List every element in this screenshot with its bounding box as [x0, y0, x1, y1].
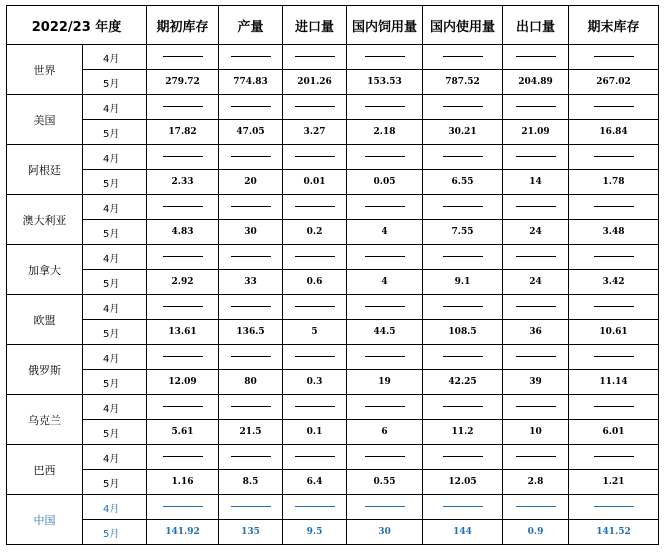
empty-value-cell [423, 195, 503, 220]
dash-mark [594, 456, 634, 457]
col-header-opening-stock: 期初库存 [147, 6, 219, 45]
empty-value-cell [283, 95, 347, 120]
dash-mark [516, 56, 556, 57]
month-cell: 5月 [83, 520, 147, 545]
empty-value-cell [147, 45, 219, 70]
dash-mark [365, 256, 405, 257]
country-cell: 乌克兰 [7, 395, 83, 445]
month-cell: 4月 [83, 395, 147, 420]
month-cell: 4月 [83, 195, 147, 220]
empty-value-cell [283, 345, 347, 370]
value-cell: 44.5 [347, 320, 423, 345]
col-header-exports: 出口量 [503, 6, 569, 45]
dash-mark [516, 256, 556, 257]
value-cell: 1.78 [569, 170, 659, 195]
value-cell: 24 [503, 220, 569, 245]
dash-mark [295, 156, 335, 157]
dash-mark [365, 156, 405, 157]
dash-mark [231, 306, 271, 307]
dash-mark [295, 356, 335, 357]
country-cell: 中国 [7, 495, 83, 545]
value-cell: 135 [219, 520, 283, 545]
value-cell: 19 [347, 370, 423, 395]
value-cell: 17.82 [147, 120, 219, 145]
month-cell: 5月 [83, 370, 147, 395]
dash-mark [443, 406, 483, 407]
value-cell: 42.25 [423, 370, 503, 395]
dash-mark [594, 256, 634, 257]
country-cell: 欧盟 [7, 295, 83, 345]
month-cell: 5月 [83, 270, 147, 295]
wheat-supply-demand-table [6, 5, 659, 545]
empty-value-cell [347, 345, 423, 370]
value-cell: 39 [503, 370, 569, 395]
empty-value-cell [347, 495, 423, 520]
empty-value-cell [147, 345, 219, 370]
month-cell: 4月 [83, 295, 147, 320]
dash-mark [516, 356, 556, 357]
month-cell: 5月 [83, 220, 147, 245]
empty-value-cell [347, 395, 423, 420]
empty-value-cell [503, 195, 569, 220]
empty-value-cell [219, 195, 283, 220]
value-cell: 11.2 [423, 420, 503, 445]
value-cell: 33 [219, 270, 283, 295]
value-cell: 6 [347, 420, 423, 445]
dash-mark [443, 156, 483, 157]
empty-value-cell [503, 395, 569, 420]
value-cell: 0.05 [347, 170, 423, 195]
empty-value-cell [569, 445, 659, 470]
dash-mark [594, 356, 634, 357]
empty-value-cell [283, 295, 347, 320]
dash-mark [163, 356, 203, 357]
dash-mark [231, 206, 271, 207]
dash-mark [594, 306, 634, 307]
empty-value-cell [219, 345, 283, 370]
dash-mark [163, 106, 203, 107]
value-cell: 0.3 [283, 370, 347, 395]
dash-mark [365, 356, 405, 357]
value-cell: 2.33 [147, 170, 219, 195]
dash-mark [443, 256, 483, 257]
dash-mark [295, 306, 335, 307]
dash-mark [295, 106, 335, 107]
dash-mark [231, 156, 271, 157]
month-cell: 5月 [83, 320, 147, 345]
empty-value-cell [147, 95, 219, 120]
value-cell: 7.55 [423, 220, 503, 245]
empty-value-cell [569, 195, 659, 220]
value-cell: 5 [283, 320, 347, 345]
dash-mark [516, 506, 556, 507]
country-cell: 加拿大 [7, 245, 83, 295]
value-cell: 9.5 [283, 520, 347, 545]
table-row [7, 445, 659, 470]
value-cell: 0.9 [503, 520, 569, 545]
empty-value-cell [219, 145, 283, 170]
table-row [7, 195, 659, 220]
empty-value-cell [147, 495, 219, 520]
value-cell: 6.01 [569, 420, 659, 445]
value-cell: 0.6 [283, 270, 347, 295]
value-cell: 136.5 [219, 320, 283, 345]
empty-value-cell [147, 145, 219, 170]
empty-value-cell [423, 395, 503, 420]
empty-value-cell [347, 445, 423, 470]
empty-value-cell [503, 245, 569, 270]
value-cell: 1.16 [147, 470, 219, 495]
dash-mark [295, 56, 335, 57]
value-cell: 11.14 [569, 370, 659, 395]
table-row [7, 120, 659, 145]
dash-mark [443, 56, 483, 57]
empty-value-cell [569, 145, 659, 170]
value-cell: 5.61 [147, 420, 219, 445]
month-cell: 4月 [83, 95, 147, 120]
value-cell: 10.61 [569, 320, 659, 345]
dash-mark [365, 406, 405, 407]
year-header: 2022/23 年度 [7, 6, 147, 45]
value-cell: 153.53 [347, 70, 423, 95]
empty-value-cell [283, 395, 347, 420]
dash-mark [516, 306, 556, 307]
table-row [7, 370, 659, 395]
value-cell: 13.61 [147, 320, 219, 345]
empty-value-cell [219, 245, 283, 270]
empty-value-cell [283, 45, 347, 70]
empty-value-cell [423, 45, 503, 70]
country-cell: 俄罗斯 [7, 345, 83, 395]
value-cell: 14 [503, 170, 569, 195]
col-header-production: 产量 [219, 6, 283, 45]
empty-value-cell [219, 395, 283, 420]
empty-value-cell [569, 345, 659, 370]
empty-value-cell [423, 245, 503, 270]
table-row [7, 245, 659, 270]
dash-mark [443, 506, 483, 507]
value-cell: 16.84 [569, 120, 659, 145]
month-cell: 4月 [83, 345, 147, 370]
value-cell: 0.55 [347, 470, 423, 495]
month-cell: 5月 [83, 470, 147, 495]
empty-value-cell [219, 495, 283, 520]
value-cell: 141.52 [569, 520, 659, 545]
dash-mark [231, 406, 271, 407]
col-header-domestic-use: 国内使用量 [423, 6, 503, 45]
dash-mark [365, 206, 405, 207]
month-cell: 4月 [83, 445, 147, 470]
table-row [7, 420, 659, 445]
month-cell: 5月 [83, 70, 147, 95]
value-cell: 2.18 [347, 120, 423, 145]
dash-mark [443, 356, 483, 357]
dash-mark [163, 56, 203, 57]
value-cell: 3.42 [569, 270, 659, 295]
empty-value-cell [569, 95, 659, 120]
value-cell: 10 [503, 420, 569, 445]
country-cell: 澳大利亚 [7, 195, 83, 245]
value-cell: 204.89 [503, 70, 569, 95]
empty-value-cell [283, 145, 347, 170]
empty-value-cell [347, 245, 423, 270]
table-row [7, 395, 659, 420]
col-header-imports: 进口量 [283, 6, 347, 45]
empty-value-cell [423, 495, 503, 520]
empty-value-cell [423, 295, 503, 320]
value-cell: 9.1 [423, 270, 503, 295]
empty-value-cell [147, 245, 219, 270]
value-cell: 0.2 [283, 220, 347, 245]
value-cell: 141.92 [147, 520, 219, 545]
table-row [7, 320, 659, 345]
empty-value-cell [569, 395, 659, 420]
empty-value-cell [423, 95, 503, 120]
empty-value-cell [283, 495, 347, 520]
empty-value-cell [423, 445, 503, 470]
empty-value-cell [219, 295, 283, 320]
value-cell: 8.5 [219, 470, 283, 495]
dash-mark [516, 206, 556, 207]
value-cell: 30 [347, 520, 423, 545]
table-row [7, 145, 659, 170]
month-cell: 4月 [83, 45, 147, 70]
month-cell: 4月 [83, 145, 147, 170]
dash-mark [163, 506, 203, 507]
table-body [7, 45, 659, 545]
dash-mark [365, 506, 405, 507]
value-cell: 108.5 [423, 320, 503, 345]
table-wrapper [6, 5, 658, 545]
value-cell: 3.27 [283, 120, 347, 145]
dash-mark [594, 106, 634, 107]
dash-mark [231, 356, 271, 357]
table-row [7, 70, 659, 95]
value-cell: 21.09 [503, 120, 569, 145]
dash-mark [594, 206, 634, 207]
value-cell: 47.05 [219, 120, 283, 145]
dash-mark [516, 456, 556, 457]
dash-mark [163, 156, 203, 157]
dash-mark [443, 456, 483, 457]
dash-mark [231, 456, 271, 457]
empty-value-cell [569, 45, 659, 70]
empty-value-cell [423, 145, 503, 170]
empty-value-cell [503, 145, 569, 170]
dash-mark [295, 506, 335, 507]
value-cell: 24 [503, 270, 569, 295]
empty-value-cell [503, 345, 569, 370]
empty-value-cell [347, 45, 423, 70]
value-cell: 36 [503, 320, 569, 345]
table-row [7, 95, 659, 120]
value-cell: 6.4 [283, 470, 347, 495]
dash-mark [365, 306, 405, 307]
empty-value-cell [503, 295, 569, 320]
empty-value-cell [569, 495, 659, 520]
value-cell: 3.48 [569, 220, 659, 245]
dash-mark [231, 506, 271, 507]
month-cell: 4月 [83, 495, 147, 520]
table-row [7, 470, 659, 495]
dash-mark [231, 106, 271, 107]
table-row [7, 270, 659, 295]
empty-value-cell [423, 345, 503, 370]
dash-mark [516, 156, 556, 157]
month-cell: 5月 [83, 170, 147, 195]
col-header-ending-stock: 期末库存 [569, 6, 659, 45]
country-cell: 美国 [7, 95, 83, 145]
empty-value-cell [347, 95, 423, 120]
value-cell: 144 [423, 520, 503, 545]
value-cell: 21.5 [219, 420, 283, 445]
empty-value-cell [147, 395, 219, 420]
country-cell: 阿根廷 [7, 145, 83, 195]
value-cell: 787.52 [423, 70, 503, 95]
country-cell: 巴西 [7, 445, 83, 495]
table-row [7, 520, 659, 545]
value-cell: 0.01 [283, 170, 347, 195]
dash-mark [594, 56, 634, 57]
value-cell: 20 [219, 170, 283, 195]
dash-mark [594, 156, 634, 157]
dash-mark [163, 456, 203, 457]
dash-mark [365, 106, 405, 107]
table-row [7, 170, 659, 195]
empty-value-cell [569, 295, 659, 320]
value-cell: 4.83 [147, 220, 219, 245]
value-cell: 774.83 [219, 70, 283, 95]
dash-mark [443, 106, 483, 107]
value-cell: 80 [219, 370, 283, 395]
table-row [7, 495, 659, 520]
month-cell: 4月 [83, 245, 147, 270]
dash-mark [295, 206, 335, 207]
dash-mark [231, 256, 271, 257]
table-row [7, 295, 659, 320]
empty-value-cell [219, 445, 283, 470]
empty-value-cell [503, 95, 569, 120]
dash-mark [516, 406, 556, 407]
empty-value-cell [569, 245, 659, 270]
dash-mark [163, 306, 203, 307]
value-cell: 2.92 [147, 270, 219, 295]
empty-value-cell [147, 195, 219, 220]
empty-value-cell [347, 195, 423, 220]
empty-value-cell [503, 45, 569, 70]
value-cell: 2.8 [503, 470, 569, 495]
dash-mark [594, 406, 634, 407]
empty-value-cell [147, 295, 219, 320]
empty-value-cell [283, 245, 347, 270]
dash-mark [295, 256, 335, 257]
col-header-feed-use: 国内饲用量 [347, 6, 423, 45]
empty-value-cell [347, 145, 423, 170]
value-cell: 30 [219, 220, 283, 245]
dash-mark [163, 206, 203, 207]
dash-mark [295, 456, 335, 457]
dash-mark [163, 406, 203, 407]
empty-value-cell [219, 45, 283, 70]
value-cell: 201.26 [283, 70, 347, 95]
empty-value-cell [503, 445, 569, 470]
value-cell: 4 [347, 270, 423, 295]
value-cell: 4 [347, 220, 423, 245]
dash-mark [231, 56, 271, 57]
empty-value-cell [283, 445, 347, 470]
table-row [7, 45, 659, 70]
value-cell: 0.1 [283, 420, 347, 445]
month-cell: 5月 [83, 120, 147, 145]
dash-mark [443, 206, 483, 207]
empty-value-cell [283, 195, 347, 220]
value-cell: 6.55 [423, 170, 503, 195]
value-cell: 12.09 [147, 370, 219, 395]
dash-mark [443, 306, 483, 307]
dash-mark [594, 506, 634, 507]
value-cell: 279.72 [147, 70, 219, 95]
empty-value-cell [219, 95, 283, 120]
dash-mark [516, 106, 556, 107]
table-row [7, 220, 659, 245]
value-cell: 30.21 [423, 120, 503, 145]
empty-value-cell [503, 495, 569, 520]
value-cell: 267.02 [569, 70, 659, 95]
value-cell: 1.21 [569, 470, 659, 495]
value-cell: 12.05 [423, 470, 503, 495]
header-row [7, 6, 659, 45]
month-cell: 5月 [83, 420, 147, 445]
country-cell: 世界 [7, 45, 83, 95]
dash-mark [365, 456, 405, 457]
empty-value-cell [147, 445, 219, 470]
table-row [7, 345, 659, 370]
dash-mark [295, 406, 335, 407]
dash-mark [365, 56, 405, 57]
dash-mark [163, 256, 203, 257]
empty-value-cell [347, 295, 423, 320]
